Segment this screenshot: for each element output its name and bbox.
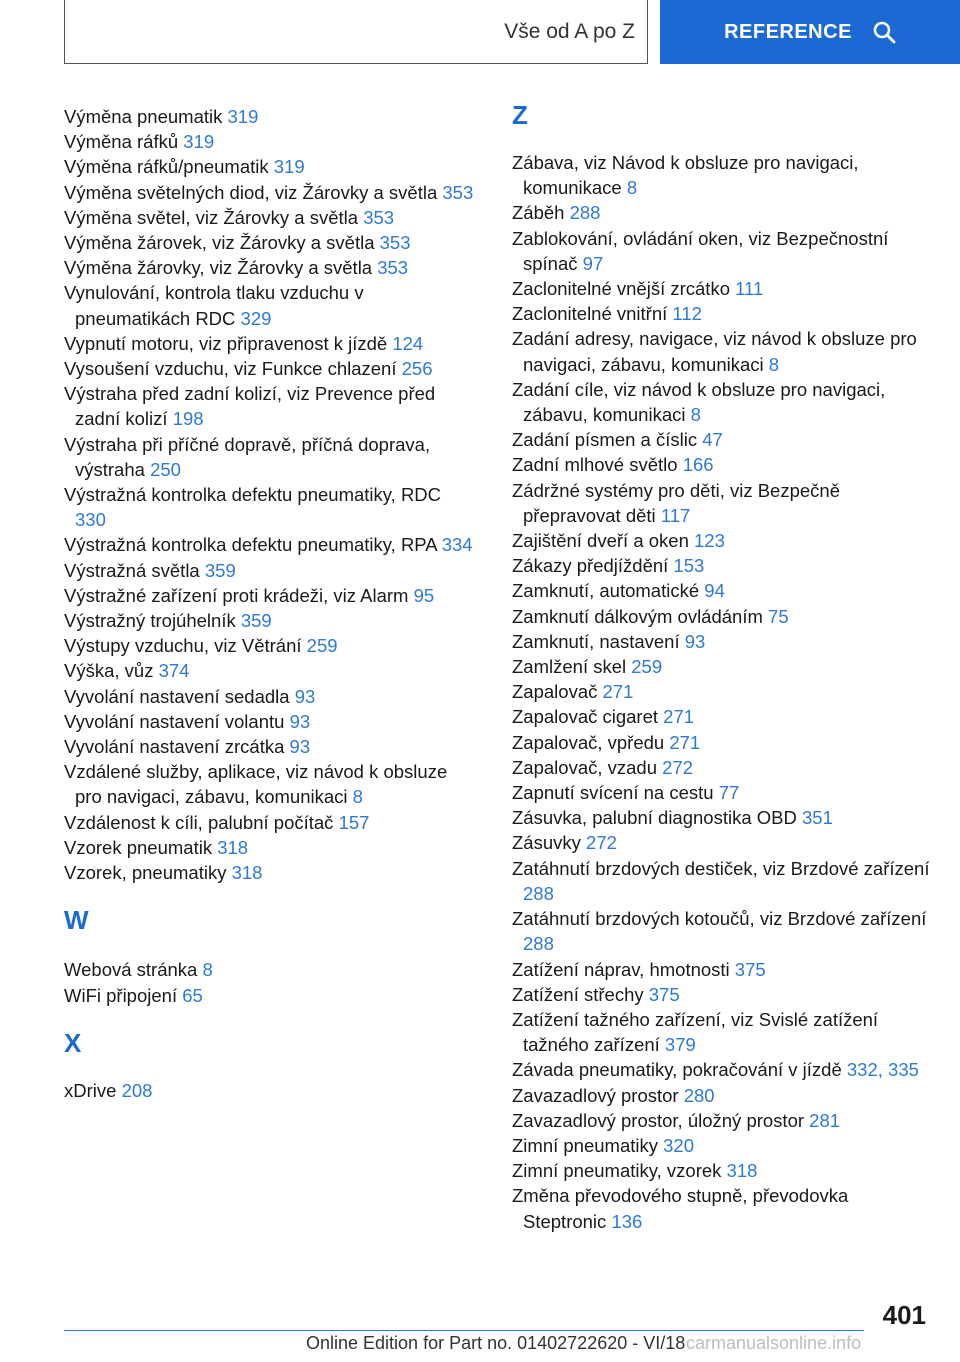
index-entry-text: Vynulování, kontrola tlaku vzduchu v pneumatikách RDC (64, 282, 364, 329)
index-entry (64, 205, 474, 230)
page-reference-link[interactable]: 318 (231, 862, 263, 884)
index-entry (64, 608, 474, 633)
index-column-left (64, 104, 474, 1103)
page-reference-link[interactable]: 8 (352, 786, 363, 808)
index-entry (512, 452, 932, 477)
index-entry (64, 734, 474, 759)
page-reference-link[interactable]: 353 (379, 232, 411, 254)
index-letter-z: Z (512, 100, 528, 130)
index-entry-text: Vyvolání nastavení volantu (64, 710, 290, 732)
watermark: carmanualsonline.info (686, 1333, 862, 1353)
page-reference-link[interactable]: 157 (338, 811, 370, 833)
index-entry (512, 629, 932, 654)
index-entry-text: Výstraha při příčné dopravě, příčná doprava, výstraha (64, 433, 431, 480)
index-entry-text: Výstražný trojúhelník (64, 610, 241, 632)
index-entry-text: Výměna žárovky, viz Žárovky a světla (64, 257, 378, 279)
index-entry-text: Zadní mlhové světlo (512, 454, 683, 476)
page-reference-link[interactable]: 111 (735, 278, 764, 300)
index-letter-w: W (64, 905, 89, 936)
page-reference-link[interactable]: 123 (694, 530, 725, 552)
index-entry-text: Zásuvka, palubní diagnostika OBD (512, 807, 802, 829)
index-entry (512, 578, 932, 603)
index-entry (64, 432, 474, 482)
page-reference-link[interactable]: 272 (586, 832, 617, 854)
index-entry-text: Zamknutí, nastavení (512, 630, 685, 652)
index-entry (64, 532, 474, 557)
index-entry (512, 780, 932, 805)
page-reference-link[interactable]: 77 (718, 782, 740, 804)
index-entry (64, 860, 474, 885)
index-entry (512, 679, 932, 704)
index-entry (512, 1007, 932, 1057)
index-entry-text: Webová stránka (64, 959, 203, 981)
page-number: 401 (882, 1300, 926, 1330)
index-entry (64, 684, 474, 709)
index-entry (512, 478, 932, 528)
page-reference-link[interactable]: 65 (182, 984, 203, 1006)
page-reference-link[interactable]: 271 (602, 681, 634, 703)
index-entry (64, 658, 474, 683)
index-entry (512, 276, 932, 301)
index-entry (512, 704, 932, 729)
page-reference-link[interactable]: 351 (802, 807, 833, 829)
page-reference-link[interactable]: 256 (401, 358, 433, 380)
section-title: Vše od A po Z (504, 19, 635, 43)
index-entry-text: Zatáhnutí brzdových kotoučů, viz Brzdové zařízení (512, 908, 927, 930)
index-entry (512, 326, 932, 376)
index-entry-text: Výstražné zařízení proti krádeži, viz Alarm (64, 584, 414, 606)
page-reference-link[interactable]: 379 (664, 1034, 696, 1056)
index-entry-text: Výstražná kontrolka defektu pneumatiky, RPA (64, 534, 442, 556)
index-entry (64, 180, 474, 205)
index-entry (64, 1078, 474, 1103)
section-header (64, 0, 648, 64)
index-entry-text: Zádržné systémy pro děti, viz Bezpečně přepravovat děti (512, 479, 841, 526)
index-entry-text: Zavazadlový prostor (512, 1084, 684, 1106)
page-reference-link[interactable]: 353 (363, 206, 395, 228)
index-entry (64, 104, 474, 129)
page-reference-link[interactable]: 318 (726, 1160, 758, 1182)
index-entry-text: Výška, vůz (64, 660, 159, 682)
index-entry-text: Výměna ráfků/pneumatik (64, 156, 274, 178)
index-entry-text: Výstupy vzduchu, viz Větrání (64, 635, 307, 657)
index-entry-text: Vyvolání nastavení sedadla (64, 685, 295, 707)
page-reference-link[interactable]: 117 (660, 504, 691, 526)
index-entry-text: Zaclonitelné vnitřní (512, 303, 673, 325)
page-reference-link[interactable]: 112 (672, 303, 702, 325)
index-entry (64, 835, 474, 860)
page-reference-link[interactable]: 250 (150, 458, 181, 480)
page-reference-link[interactable]: 319 (183, 131, 215, 153)
index-entry-text: Změna převodového stupně, převodovka Steptronic (512, 1185, 849, 1232)
index-entry-text: Zimní pneumatiky (512, 1134, 664, 1156)
index-entry (64, 230, 474, 255)
index-entry-text: Zatáhnutí brzdových destiček, viz Brzdové zařízení (512, 857, 930, 879)
page-reference-link[interactable]: 375 (734, 958, 766, 980)
index-entry-text: Zablokování, ovládání oken, viz Bezpečnostní spínač (512, 227, 889, 274)
index-entry-text: Zapalovač (512, 681, 603, 703)
index-entry (512, 427, 932, 452)
index-entry-text: Zábava, viz Návod k obsluze pro navigaci, komunikace (512, 152, 859, 199)
index-entry-text: Zamknutí dálkovým ovládáním (512, 605, 769, 627)
page-reference-link[interactable]: 153 (673, 555, 705, 577)
index-entry-text: Zajištění dveří a oken (512, 530, 695, 552)
index-entry-text: Zadání písmen a číslic (512, 429, 703, 451)
index-entry (64, 255, 474, 280)
page-reference-link[interactable]: 93 (684, 630, 706, 652)
page-reference-link[interactable]: 93 (289, 710, 311, 732)
index-entry (512, 906, 932, 956)
page-reference-link[interactable]: 93 (294, 685, 316, 707)
index-entry (512, 1183, 932, 1233)
index-entry-text: Výstražná světla (64, 559, 205, 581)
index-entry (64, 356, 474, 381)
index-entry-text: Výměna žárovek, viz Žárovky a světla (64, 232, 380, 254)
index-entry (64, 583, 474, 608)
page-reference-link[interactable]: 288 (523, 882, 554, 904)
page-reference-link[interactable]: 320 (663, 1134, 695, 1156)
index-entry-text: Výměna pneumatik (64, 106, 228, 127)
edition-note: Online Edition for Part no. 01402722620 - VI/18 (306, 1333, 686, 1353)
index-entry (512, 957, 932, 982)
page-reference-link[interactable]: 332, 335 (846, 1059, 919, 1081)
index-entry (512, 150, 932, 200)
index-entry-text: Zapnutí svícení na cestu (512, 782, 719, 804)
index-entry-text: Výměna ráfků (64, 131, 184, 153)
index-entry-text: Vzdálenost k cíli, palubní počítač (64, 811, 339, 833)
index-entry (512, 1158, 932, 1183)
page-reference-link[interactable]: 318 (217, 836, 249, 858)
index-entry (64, 709, 474, 734)
page-reference-link[interactable]: 97 (582, 252, 604, 274)
index-entry (512, 1133, 932, 1158)
index-entry-text: Vzorek, pneumatiky (64, 862, 232, 884)
page-reference-link[interactable]: 319 (227, 106, 259, 127)
index-entry-text: Vypnutí motoru, viz připravenost k jízdě (64, 332, 393, 354)
page-reference-link[interactable]: 330 (75, 509, 106, 531)
index-entry-text: Zamknutí, automatické (512, 580, 705, 602)
index-entry (64, 558, 474, 583)
index-entry-text: Zapalovač, vzadu (512, 756, 663, 778)
index-entry-text: Zamlžení skel (512, 656, 632, 678)
page-reference-link[interactable]: 259 (306, 635, 338, 657)
index-entry-text: Výstraha před zadní kolizí, viz Prevence před zadní kolizí (64, 383, 436, 430)
index-entry (64, 983, 474, 1008)
index-entry-text: Zapalovač, vpředu (512, 731, 670, 753)
index-entry-text: Zatížení náprav, hmotnosti (512, 958, 735, 980)
page-reference-link[interactable]: 359 (204, 559, 236, 581)
page-reference-link[interactable]: 47 (702, 429, 723, 451)
page-reference-link[interactable]: 93 (289, 736, 311, 758)
index-entry-text: Výstražná kontrolka defektu pneumatiky, RDC (64, 484, 442, 506)
page-reference-link[interactable]: 329 (240, 307, 272, 329)
page-reference-link[interactable]: 198 (172, 408, 204, 430)
index-column-right (512, 100, 932, 1234)
index-entry-text: Zadání cíle, viz návod k obsluze pro navigaci, zábavu, komunikaci (512, 378, 886, 426)
page-reference-link[interactable]: 8 (202, 959, 213, 981)
page-reference-link[interactable]: 271 (669, 731, 701, 753)
index-entry-text: Výměna světel, viz Žárovky a světla (64, 206, 364, 228)
index-entry (512, 805, 932, 830)
index-letter-x: X (64, 1027, 82, 1058)
index-entry-text: Zadání adresy, navigace, viz návod k obsluze pro navigaci, zábavu, komunikaci (512, 328, 917, 375)
page-reference-link[interactable]: 353 (377, 257, 409, 279)
page-reference-link[interactable]: 359 (240, 610, 272, 632)
page-reference-link[interactable]: 288 (569, 202, 601, 224)
reference-tab-label: REFERENCE (724, 20, 852, 43)
index-entry (512, 200, 932, 225)
page-reference-link[interactable]: 288 (523, 933, 554, 955)
page-reference-link[interactable]: 75 (768, 605, 789, 627)
index-entry (64, 154, 474, 179)
index-entry (64, 331, 474, 356)
index-entry (512, 982, 932, 1007)
index-entry (64, 633, 474, 658)
page-reference-link[interactable]: 136 (611, 1210, 643, 1232)
index-entry (64, 759, 474, 809)
index-entry (512, 553, 932, 578)
index-entry-text: Zákazy předjíždění (512, 555, 674, 577)
index-entry-text: Vyvolání nastavení zrcátka (64, 736, 290, 758)
index-entry (64, 129, 474, 154)
index-entry (512, 654, 932, 679)
index-entry (64, 482, 474, 532)
index-entry-text: WiFi připojení (64, 984, 183, 1006)
index-entry (64, 381, 474, 431)
index-entry (512, 604, 932, 629)
page-reference-link[interactable]: 271 (663, 706, 695, 728)
page-reference-link[interactable]: 8 (768, 353, 780, 375)
index-entry (64, 957, 474, 982)
index-entry-text: Zásuvky (512, 832, 587, 854)
index-entry-text: xDrive (64, 1079, 122, 1101)
index-entry-text: Zatížení tažného zařízení, viz Svislé zatížení tažného zařízení (512, 1008, 879, 1056)
page-reference-link[interactable]: 280 (683, 1084, 715, 1106)
page-reference-link[interactable]: 208 (121, 1079, 153, 1101)
index-entry-text: Výměna světelných diod, viz Žárovky a světla (64, 181, 443, 203)
index-entry (512, 1057, 932, 1082)
index-entry-text: Zaclonitelné vnější zrcátko (512, 278, 736, 300)
index-entry (512, 301, 932, 326)
index-entry (512, 730, 932, 755)
index-entry-text: Závada pneumatiky, pokračování v jízdě (512, 1059, 847, 1081)
index-entry-text: Vysoušení vzduchu, viz Funkce chlazení (64, 358, 402, 380)
index-entry (64, 810, 474, 835)
page-reference-link[interactable]: 124 (392, 332, 424, 354)
reference-tab[interactable] (660, 0, 960, 64)
index-entry-text: Zimní pneumatiky, vzorek (512, 1160, 727, 1182)
index-entry (512, 528, 932, 553)
index-entry (512, 226, 932, 276)
page-reference-link[interactable]: 166 (682, 454, 714, 476)
index-entry (512, 1108, 932, 1133)
index-entry (512, 830, 932, 855)
index-entry (64, 280, 474, 330)
page-reference-link[interactable]: 334 (441, 534, 473, 556)
index-entry (512, 1083, 932, 1108)
page-reference-link[interactable]: 94 (704, 580, 725, 602)
index-entry (512, 377, 932, 427)
index-entry-text: Zavazadlový prostor, úložný prostor (512, 1109, 810, 1131)
page-reference-link[interactable]: 353 (442, 181, 474, 203)
index-entry-text: Vzdálené služby, aplikace, viz návod k obsluze pro navigaci, zábavu, komunikaci (64, 761, 448, 808)
page-reference-link[interactable]: 8 (690, 404, 701, 426)
index-entry-text: Zapalovač cigaret (512, 706, 664, 728)
page-reference-link[interactable]: 319 (273, 156, 305, 178)
page-reference-link[interactable]: 281 (809, 1109, 841, 1131)
index-entry-text: Záběh (512, 202, 570, 224)
page-reference-link[interactable]: 8 (626, 177, 638, 199)
page-reference-link[interactable]: 272 (662, 756, 694, 778)
index-entry-text: Vzorek pneumatik (64, 836, 218, 858)
search-icon[interactable] (872, 20, 896, 44)
page-reference-link[interactable]: 374 (158, 660, 190, 682)
page-reference-link[interactable]: 375 (648, 983, 680, 1005)
page-reference-link[interactable]: 259 (631, 656, 663, 678)
index-entry (512, 856, 932, 906)
footer-divider (64, 1330, 864, 1331)
page-reference-link[interactable]: 95 (413, 584, 435, 606)
index-entry-text: Zatížení střechy (512, 983, 649, 1005)
index-entry (512, 755, 932, 780)
